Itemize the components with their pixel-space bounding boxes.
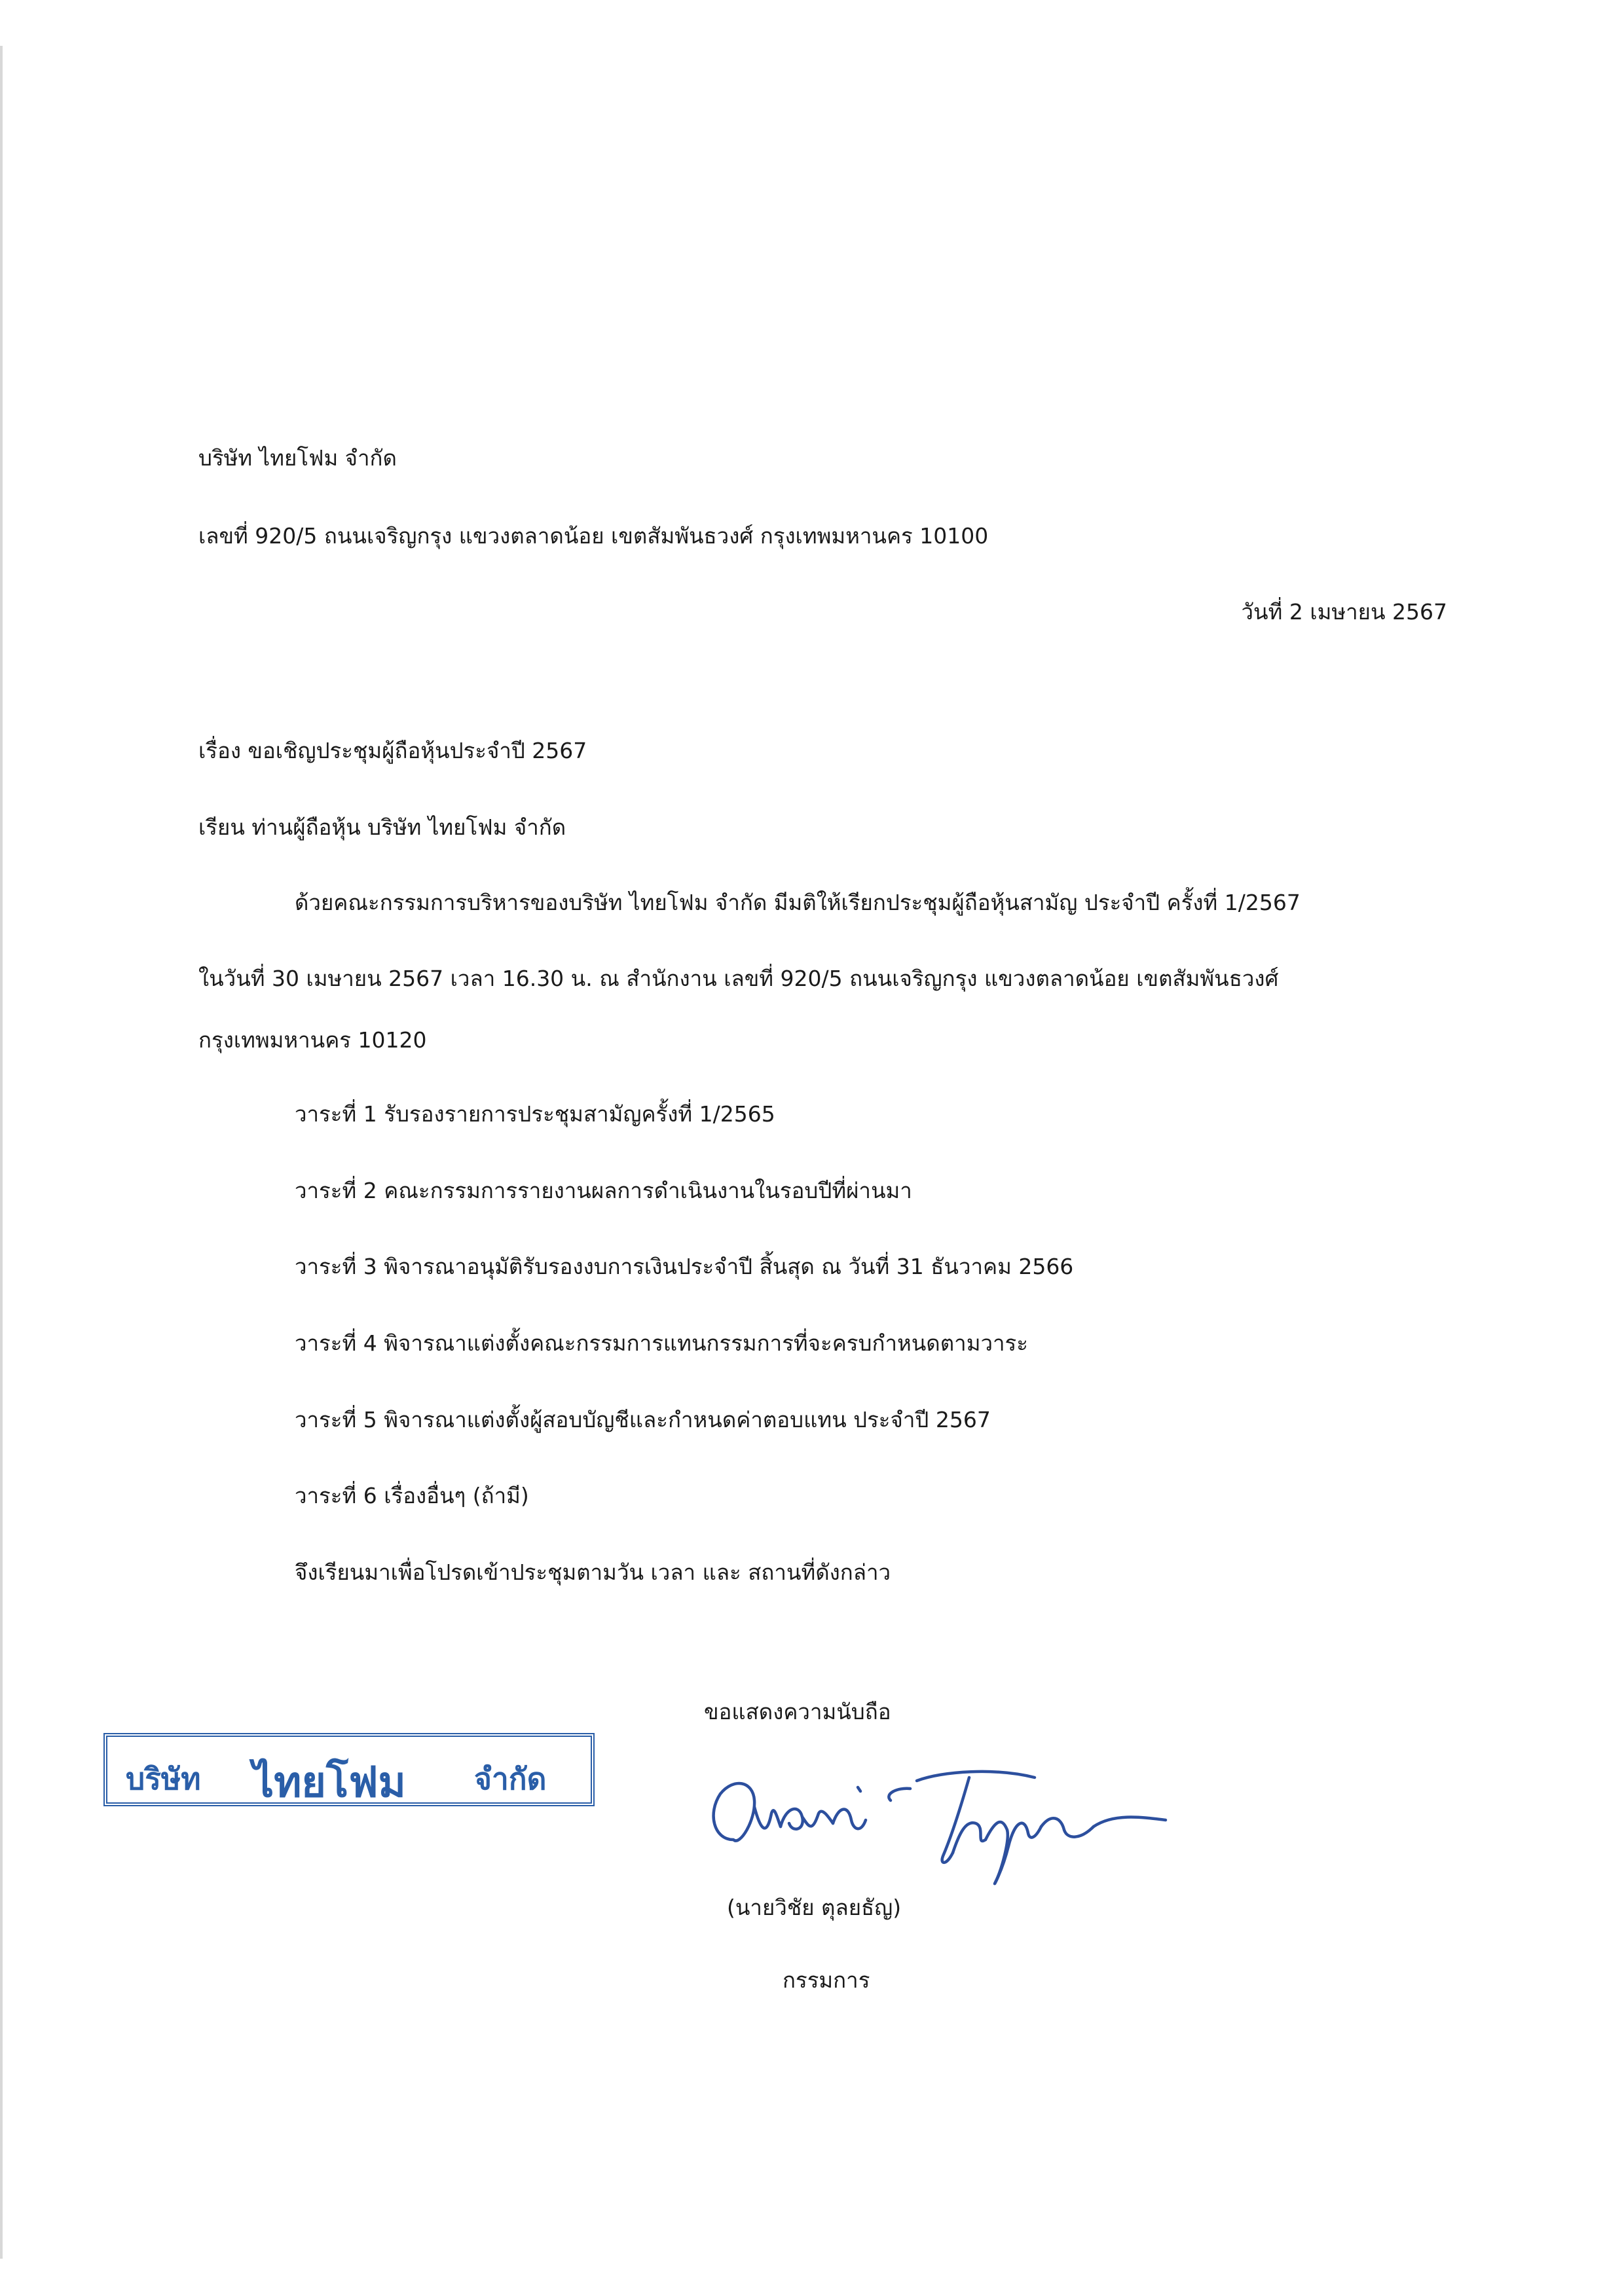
company-stamp — [103, 1733, 595, 1806]
scan-edge-mark — [0, 46, 3, 2259]
body-line-1: ด้วยคณะกรรมการบริหารของบริษัท ไทยโฟม จำกัด มีมติให้เรียกประชุมผู้ถือหุ้นสามัญ ประจำปี ครั้งที่ 1/2567 — [295, 890, 1301, 915]
agenda-item-1: วาระที่ 1 รับรองรายการประชุมสามัญครั้งที่ 1/2565 — [295, 1101, 775, 1127]
company-address: เลขที่ 920/5 ถนนเจริญกรุง แขวงตลาดน้อย เขตสัมพันธวงศ์ กรุงเทพมหานคร 10100 — [198, 523, 989, 549]
letter-date: วันที่ 2 เมษายน 2567 — [1241, 599, 1447, 625]
handwritten-signature — [694, 1741, 1192, 1892]
agenda-item-5: วาระที่ 5 พิจารณาแต่งตั้งผู้สอบบัญชีและกำหนดค่าตอบแทน ประจำปี 2567 — [295, 1407, 991, 1432]
regards-text: ขอแสดงความนับถือ — [704, 1699, 891, 1724]
letter-subject: เรื่อง ขอเชิญประชุมผู้ถือหุ้นประจำปี 2567 — [198, 738, 587, 763]
agenda-item-4: วาระที่ 4 พิจารณาแต่งตั้งคณะกรรมการแทนกรรมการที่จะครบกำหนดตามวาระ — [295, 1330, 1028, 1356]
signatory-title: กรรมการ — [783, 1967, 870, 1993]
stamp-text-company-prefix: บริษัท — [126, 1761, 201, 1796]
agenda-item-2: วาระที่ 2 คณะกรรมการรายงานผลการดำเนินงานในรอบปีที่ผ่านมา — [295, 1178, 912, 1203]
agenda-item-6: วาระที่ 6 เรื่องอื่นๆ (ถ้ามี) — [295, 1483, 529, 1508]
stamp-text-company-suffix: จำกัด — [474, 1761, 547, 1796]
body-line-2: ในวันที่ 30 เมษายน 2567 เวลา 16.30 น. ณ สำนักงาน เลขที่ 920/5 ถนนเจริญกรุง แขวงตลาดน้อย เขตสัมพันธวงศ์ — [198, 966, 1279, 991]
company-name: บริษัท ไทยโฟม จำกัด — [198, 445, 397, 471]
letter-recipient: เรียน ท่านผู้ถือหุ้น บริษัท ไทยโฟม จำกัด — [198, 814, 566, 840]
closing-sentence: จึงเรียนมาเพื่อโปรดเข้าประชุมตามวัน เวลา และ สถานที่ดังกล่าว — [295, 1559, 891, 1585]
agenda-item-3: วาระที่ 3 พิจารณาอนุมัติรับรองงบการเงินประจำปี สิ้นสุด ณ วันที่ 31 ธันวาคม 2566 — [295, 1254, 1074, 1279]
stamp-text-company-name: ไทยโฟม — [253, 1758, 406, 1807]
signatory-name: (นายวิชัย ตุลยธัญ) — [727, 1895, 902, 1920]
body-line-3: กรุงเทพมหานคร 10120 — [198, 1027, 427, 1053]
